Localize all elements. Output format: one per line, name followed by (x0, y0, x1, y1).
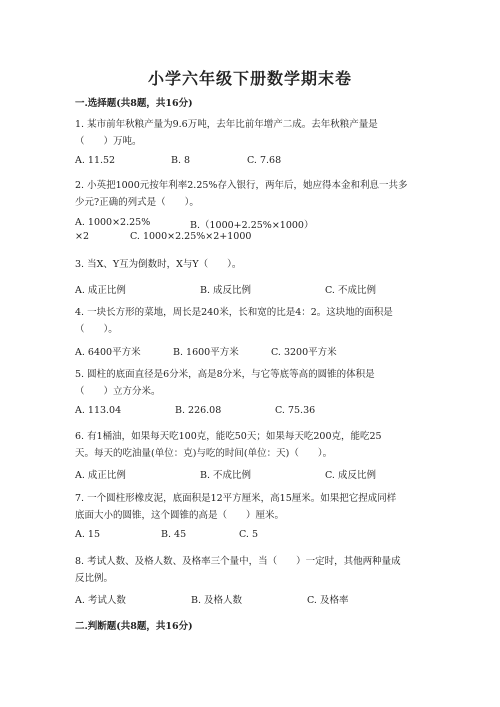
option-c[interactable]: C. 3200平方米 (271, 347, 337, 358)
option-a[interactable]: A. 15 (75, 529, 100, 540)
question-5-options (75, 405, 435, 421)
question-8-options (75, 592, 435, 608)
question-4-options (75, 344, 435, 360)
option-b[interactable]: B. 8 (171, 155, 191, 166)
option-b[interactable]: B. 及格人数 (191, 595, 243, 606)
option-b[interactable]: B. 226.08 (175, 405, 222, 416)
option-c[interactable]: C. 不成比例 (325, 285, 376, 296)
option-a[interactable]: A. 6400平方米 (75, 347, 141, 358)
question-text: （ ）立方分米。 (75, 386, 161, 397)
question-6 (75, 428, 430, 462)
question-text: 5. 圆柱的底面直径是6分米，高是8分米，与它等底等高的圆锥的体积是 (75, 369, 375, 380)
option-a[interactable]: A. 成正比例 (75, 285, 126, 296)
option-a[interactable]: A. 成正比例 (75, 470, 126, 481)
question-4 (75, 304, 430, 338)
question-text: 8. 考试人数、及格人数、及格率三个量中，当（ ）一定时，其他两种量成 (75, 556, 401, 567)
option-b[interactable]: B. 成反比例 (200, 285, 252, 296)
option-b-continued: ×2 (75, 231, 90, 242)
option-a[interactable]: A. 1000×2.25% (75, 217, 151, 228)
question-text: 4. 一块长方形的菜地，周长是240米，长和宽的比是4：2。这块地的面积是 (75, 307, 393, 318)
option-c[interactable]: C. 成反比例 (325, 470, 376, 481)
question-text: （ ）万吨。 (75, 136, 142, 147)
question-text: 2. 小英把1000元按年利率2.25%存入银行，两年后，她应得本金和利息一共多 (75, 180, 408, 191)
option-a[interactable]: A. 11.52 (75, 155, 116, 166)
question-3 (75, 256, 430, 273)
question-2-options-cont (75, 231, 435, 247)
option-c[interactable]: C. 1000×2.25%×2+1000 (130, 231, 252, 242)
option-c[interactable]: C. 及格率 (307, 595, 349, 606)
question-text: 6. 有1桶油，如果每天吃100克，能吃50天；如果每天吃200克，能吃25 (75, 431, 382, 442)
question-8 (75, 553, 430, 587)
option-c[interactable]: C. 7.68 (247, 155, 282, 166)
question-text: 底面大小的圆锥，这个圆锥的高是（ ）厘米。 (75, 510, 285, 521)
question-1 (75, 116, 430, 150)
option-b[interactable]: B. 不成比例 (200, 470, 252, 481)
option-a[interactable]: A. 113.04 (75, 405, 122, 416)
question-7-options (75, 529, 435, 545)
question-text: 3. 当X、Y互为倒数时，X与Y（ ）。 (75, 259, 242, 270)
option-b[interactable]: B.（1000+2.25%×1000） (190, 220, 314, 231)
question-5 (75, 366, 430, 400)
option-b[interactable]: B. 1600平方米 (173, 347, 239, 358)
question-text: （ ）。 (75, 324, 118, 335)
option-c[interactable]: C. 5 (239, 529, 259, 540)
question-7 (75, 490, 430, 524)
option-a[interactable]: A. 考试人数 (75, 595, 126, 606)
question-text: 天。每天的吃油量(单位：克)与吃的时间(单位：天)（ ）。 (75, 448, 333, 459)
question-text: 1. 某市前年秋粮产量为9.6万吨，去年比前年增产二成。去年秋粮产量是 (75, 119, 378, 130)
page-title: 小学六年级下册数学期末卷 (147, 69, 352, 88)
section-heading-judge: 二.判断题(共8题，共16分) (75, 621, 193, 632)
option-c[interactable]: C. 75.36 (275, 405, 316, 416)
question-6-options (75, 467, 435, 483)
question-3-options (75, 282, 435, 298)
option-b[interactable]: B. 45 (161, 529, 187, 540)
question-text: 反比例。 (75, 573, 114, 584)
question-text: 7. 一个圆柱形橡皮泥，底面积是12平方厘米，高15厘米。如果把它捏成同样 (75, 493, 397, 504)
question-2 (75, 177, 430, 211)
question-text: 少元?正确的列式是（ ）。 (75, 197, 199, 208)
section-heading-choice: 一.选择题(共8题，共16分) (75, 98, 193, 109)
question-1-options (75, 155, 435, 171)
